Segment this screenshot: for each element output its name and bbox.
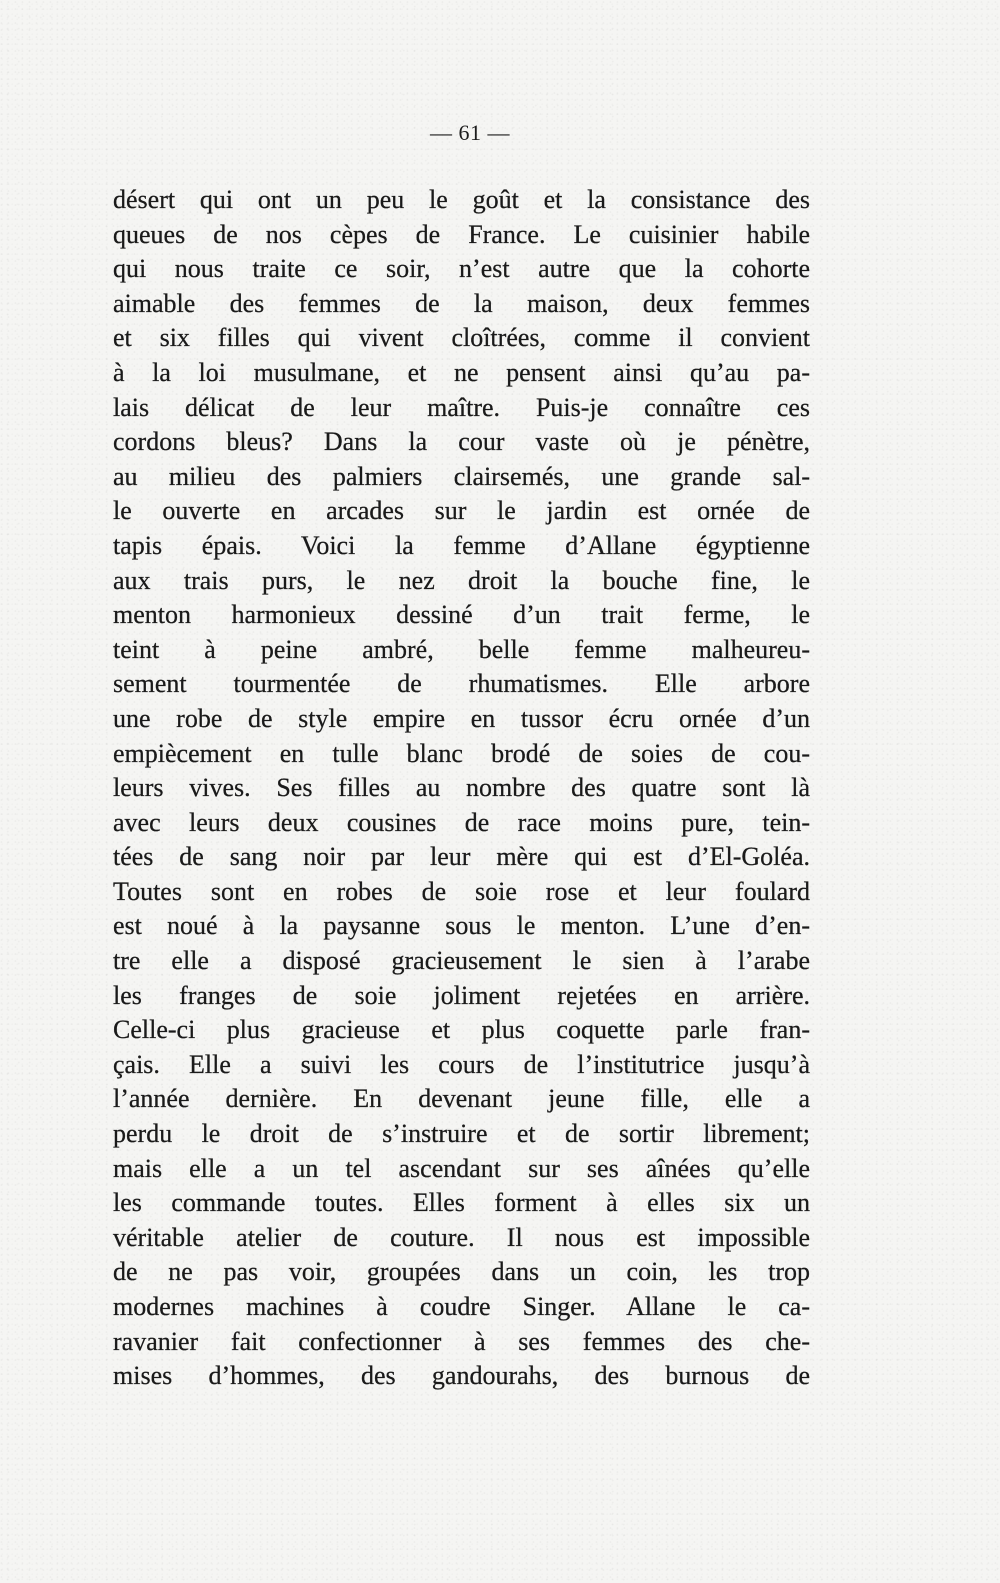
text-line: ravanier fait confectionner à ses femmes des che-: [113, 1326, 810, 1356]
text-line: les commande toutes. Elles forment à elles six un: [113, 1188, 810, 1218]
text-line: empiècement en tulle blanc brodé de soies de cou-: [113, 738, 810, 768]
text-line: tées de sang noir par leur mère qui est d’El-Goléa.: [113, 842, 810, 872]
text-line: leurs vives. Ses filles au nombre des quatre sont là: [113, 773, 810, 803]
text-line: est noué à la paysanne sous le menton. L’une d’en-: [113, 911, 810, 941]
text-line: çais. Elle a suivi les cours de l’institutrice jusqu’à: [113, 1049, 810, 1079]
text-line: Toutes sont en robes de soie rose et leur foulard: [113, 876, 810, 906]
text-line: aux trais purs, le nez droit la bouche fine, le: [113, 565, 810, 595]
text-line: modernes machines à coudre Singer. Allane le ca-: [113, 1292, 810, 1321]
text-line: sement tourmentée de rhumatismes. Elle arbore: [113, 669, 810, 699]
text-line: de ne pas voir, groupées dans un coin, les trop: [113, 1257, 810, 1287]
text-line: Celle-ci plus gracieuse et plus coquette parle fran-: [113, 1015, 810, 1045]
text-line: teint à peine ambré, belle femme malheureu-: [113, 634, 810, 664]
text-line: perdu le droit de s’instruire et de sortir librement;: [113, 1119, 810, 1149]
body-text: [113, 183, 810, 1394]
page-number: — 61 —: [430, 120, 510, 145]
text-line: le ouverte en arcades sur le jardin est ornée de: [113, 496, 810, 526]
text-line: lais délicat de leur maître. Puis-je connaître ces: [113, 392, 810, 422]
text-line: désert qui ont un peu le goût et la consistance des: [113, 185, 810, 214]
text-line: les franges de soie joliment rejetées en arrière.: [113, 980, 810, 1010]
text-line: à la loi musulmane, et ne pensent ainsi qu’au pa-: [113, 357, 810, 387]
text-line: mais elle a un tel ascendant sur ses aînées qu’elle: [113, 1153, 810, 1183]
text-line: une robe de style empire en tussor écru ornée d’un: [113, 703, 810, 733]
text-line: tre elle a disposé gracieusement le sien à l’arabe: [113, 946, 810, 976]
text-line: mises d’hommes, des gandourahs, des burnous de: [113, 1361, 810, 1391]
text-line: véritable atelier de couture. Il nous est impossible: [113, 1222, 810, 1252]
text-line: cordons bleus? Dans la cour vaste où je pénètre,: [113, 427, 810, 457]
text-line: menton harmonieux dessiné d’un trait ferme, le: [113, 600, 810, 630]
text-line: avec leurs deux cousines de race moins pure, tein-: [113, 807, 810, 837]
text-line: tapis épais. Voici la femme d’Allane égyptienne: [113, 530, 810, 560]
text-line: queues de nos cèpes de France. Le cuisinier habile: [113, 219, 810, 249]
text-line: l’année dernière. En devenant jeune fille, elle a: [113, 1084, 810, 1114]
text-line: aimable des femmes de la maison, deux femmes: [113, 288, 810, 318]
text-line: et six filles qui vivent cloîtrées, comme il convient: [113, 323, 810, 353]
text-line: au milieu des palmiers clairsemés, une grande sal-: [113, 461, 810, 491]
text-line: qui nous traite ce soir, n’est autre que la cohorte: [113, 254, 810, 284]
